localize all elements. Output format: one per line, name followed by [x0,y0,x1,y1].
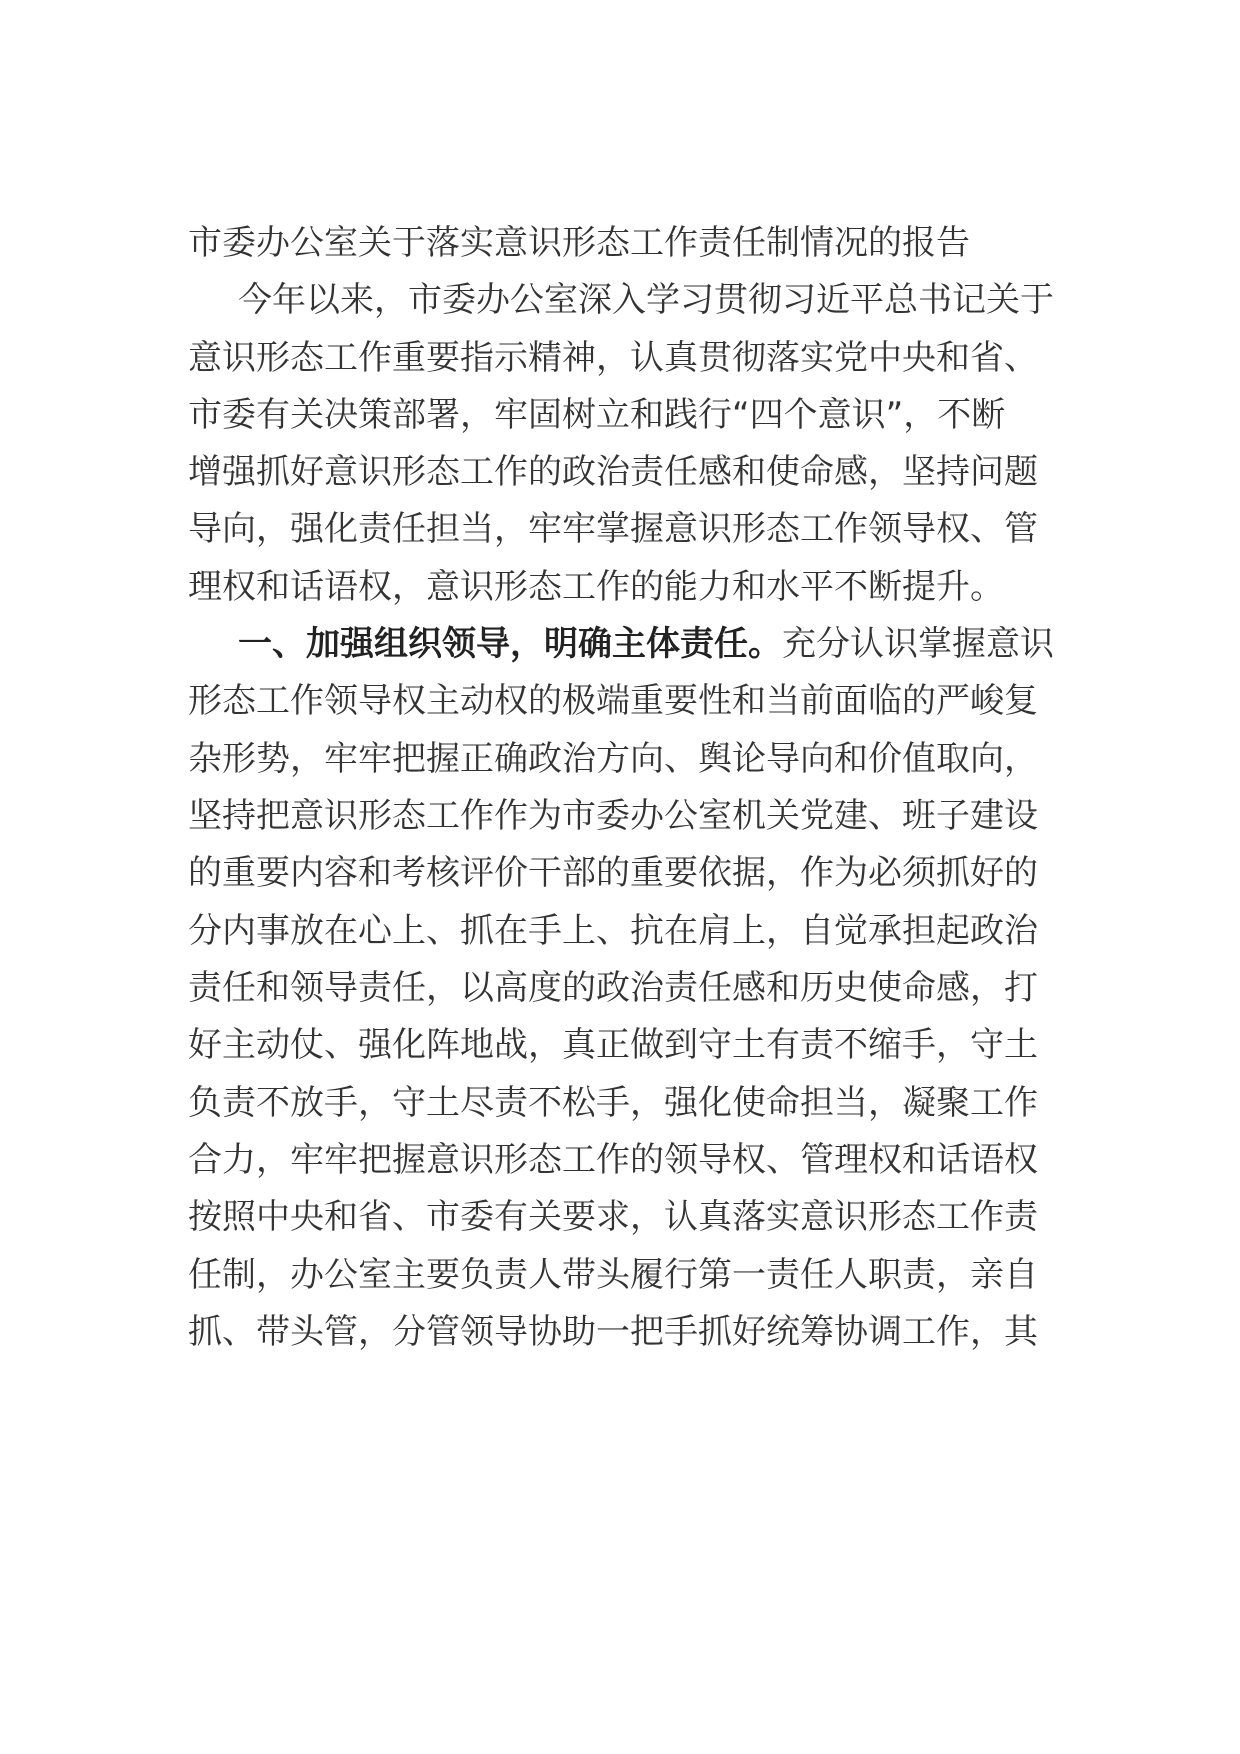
paragraph-1-line: 导向，强化责任担当，牢牢掌握意识形态工作领导权、管 [188,509,1038,549]
section-1-line: 杂形势，牢牢把握正确政治方向、舆论导向和价值取向， [188,739,1038,779]
section-1-line: 坚持把意识形态工作作为市委办公室机关党建、班子建设 [188,796,1038,836]
section-1-line: 负责不放手，守土尽责不松手，强化使命担当，凝聚工作 [188,1083,1038,1123]
section-1-first-line-text: 充分认识掌握意识 [782,624,1054,664]
paragraph-1-line: 增强抓好意识形态工作的政治责任感和使命感，坚持问题 [188,452,1038,492]
section-1-line: 抓、带头管，分管领导协助一把手抓好统筹协调工作，其 [188,1312,1038,1352]
section-1-line: 的重要内容和考核评价干部的重要依据，作为必须抓好的 [188,853,1038,893]
section-1-line: 合力，牢牢把握意识形态工作的领导权、管理权和话语权 [188,1140,1038,1180]
section-1-line: 任制，办公室主要负责人带头履行第一责任人职责，亲自 [188,1255,1038,1295]
section-1-line: 形态工作领导权主动权的极端重要性和当前面临的严峻复 [188,681,1038,721]
section-1-first-line [188,620,1068,668]
document-title: 市委办公室关于落实意识形态工作责任制情况的报告 [188,223,970,263]
section-1-line: 按照中央和省、市委有关要求，认真落实意识形态工作责 [188,1197,1038,1237]
paragraph-1-line: 理权和话语权，意识形态工作的能力和水平不断提升。 [188,567,1004,607]
section-1-heading: 一、加强组织领导，明确主体责任。 [238,624,782,664]
paragraph-1-line: 今年以来，市委办公室深入学习贯彻习近平总书记关于 [238,280,1054,320]
section-1-line: 好主动仗、强化阵地战，真正做到守土有责不缩手，守土 [188,1025,1038,1065]
section-1-line: 责任和领导责任，以高度的政治责任感和历史使命感，打 [188,968,1038,1008]
paragraph-1-line: 意识形态工作重要指示精神，认真贯彻落实党中央和省、 [188,338,1038,378]
paragraph-1-line: 市委有关决策部署，牢固树立和践行“四个意识”，不断 [188,395,1006,435]
section-1-line: 分内事放在心上、抓在手上、抗在肩上，自觉承担起政治 [188,911,1038,951]
